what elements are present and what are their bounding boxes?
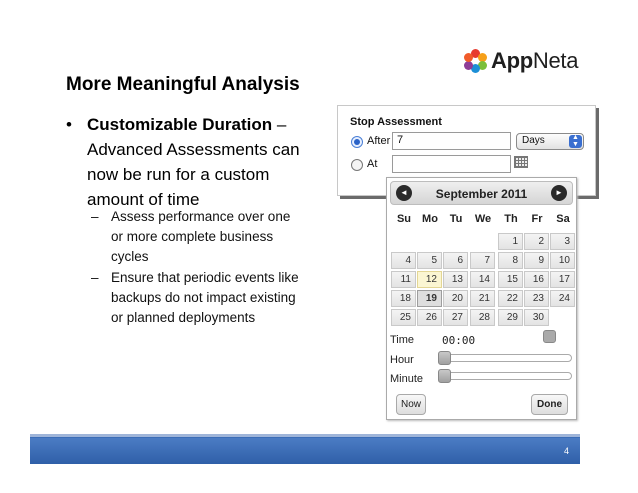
done-button[interactable]: Done	[531, 394, 568, 415]
calendar-day[interactable]: 29	[498, 309, 523, 326]
after-label: After	[367, 135, 391, 147]
weekday-header: Fr	[531, 213, 543, 225]
after-radio[interactable]	[351, 136, 363, 148]
time-label: Time	[390, 334, 415, 346]
minute-label: Minute	[390, 373, 424, 385]
time-toggle[interactable]	[543, 330, 556, 343]
page-number: 4	[563, 446, 569, 456]
calendar-icon[interactable]	[514, 156, 528, 168]
datepicker-popup	[386, 177, 577, 420]
calendar-day[interactable]: 1	[498, 233, 523, 250]
calendar-day[interactable]: 2	[524, 233, 549, 250]
sub-bullet-2	[91, 268, 331, 328]
calendar-day[interactable]: 21	[470, 290, 495, 307]
weekday-header: Su	[396, 213, 412, 225]
hour-label: Hour	[390, 354, 414, 366]
datepicker-header	[390, 181, 573, 205]
bullet-dash: –	[272, 115, 287, 134]
sub-bullet-marker: –	[91, 209, 99, 224]
sub-bullet-line: cycles	[111, 249, 149, 264]
calendar-day[interactable]: 8	[498, 252, 523, 269]
calendar-day[interactable]: 3	[550, 233, 575, 250]
minute-slider-handle[interactable]	[438, 369, 451, 383]
calendar-day[interactable]: 13	[443, 271, 468, 288]
sub-bullet-line: or planned deployments	[111, 310, 256, 325]
select-arrows-icon: ▲ ▼	[569, 135, 582, 148]
calendar-day[interactable]: 19	[417, 290, 442, 307]
slide-title: More Meaningful Analysis	[66, 74, 300, 95]
calendar-day[interactable]: 10	[550, 252, 575, 269]
calendar-day[interactable]: 11	[391, 271, 416, 288]
at-label: At	[367, 158, 378, 170]
calendar-day[interactable]: 17	[550, 271, 575, 288]
sub-bullet-line: backups do not impact existing	[111, 290, 296, 305]
appneta-logo-icon	[463, 49, 487, 73]
calendar-day[interactable]: 22	[498, 290, 523, 307]
after-value-input[interactable]: 7	[392, 132, 511, 150]
calendar-day[interactable]: 7	[470, 252, 495, 269]
calendar-day[interactable]: 15	[498, 271, 523, 288]
time-value: 00:00	[442, 334, 476, 347]
hour-slider-handle[interactable]	[438, 351, 451, 365]
prev-month-icon[interactable]: ◄	[396, 185, 412, 201]
calendar-day[interactable]: 20	[443, 290, 468, 307]
sub-bullet-1	[91, 207, 331, 267]
hour-slider[interactable]	[439, 354, 572, 362]
calendar-day[interactable]: 30	[524, 309, 549, 326]
logo-wordmark: AppNeta	[491, 48, 579, 73]
calendar-day[interactable]: 12	[417, 271, 442, 288]
next-month-icon[interactable]: ►	[551, 185, 567, 201]
sub-bullet-line: or more complete business	[111, 229, 274, 244]
minute-slider[interactable]	[439, 372, 572, 380]
calendar-day[interactable]: 14	[470, 271, 495, 288]
weekday-header: Tu	[449, 213, 463, 225]
calendar-day[interactable]: 4	[391, 252, 416, 269]
now-button[interactable]: Now	[396, 394, 426, 415]
calendar-day[interactable]: 27	[443, 309, 468, 326]
weekday-header: Mo	[422, 213, 438, 225]
weekday-header: Sa	[556, 213, 570, 225]
calendar-day[interactable]: 6	[443, 252, 468, 269]
at-datetime-input[interactable]	[392, 155, 511, 173]
weekday-header: Th	[504, 213, 518, 225]
month-title: September 2011	[435, 187, 528, 201]
main-bullet	[66, 112, 326, 212]
calendar-day[interactable]: 9	[524, 252, 549, 269]
bullet-line-4: amount of time	[87, 190, 200, 209]
panel-title: Stop Assessment	[350, 116, 442, 128]
sub-bullet-marker: –	[91, 270, 99, 285]
calendar-day[interactable]: 16	[524, 271, 549, 288]
calendar-day[interactable]: 18	[391, 290, 416, 307]
bullet-line-2: Advanced Assessments can	[87, 140, 300, 159]
appneta-logo	[463, 46, 578, 76]
sub-bullet-line: Assess performance over one	[111, 209, 291, 224]
bullet-marker: •	[66, 115, 72, 134]
at-radio[interactable]	[351, 159, 363, 171]
bullet-line-3: now be run for a custom	[87, 165, 270, 184]
sub-bullet-line: Ensure that periodic events like	[111, 270, 299, 285]
footer-bar	[30, 437, 580, 464]
bullet-heading: Customizable Duration	[87, 115, 273, 134]
calendar-day[interactable]: 24	[550, 290, 575, 307]
calendar-day[interactable]: 26	[417, 309, 442, 326]
weekday-header: We	[474, 213, 492, 225]
duration-unit-value: Days	[522, 135, 545, 146]
calendar-day[interactable]: 23	[524, 290, 549, 307]
duration-unit-select[interactable]	[516, 133, 584, 150]
calendar-day[interactable]: 28	[470, 309, 495, 326]
calendar-day[interactable]: 25	[391, 309, 416, 326]
calendar-day[interactable]: 5	[417, 252, 442, 269]
